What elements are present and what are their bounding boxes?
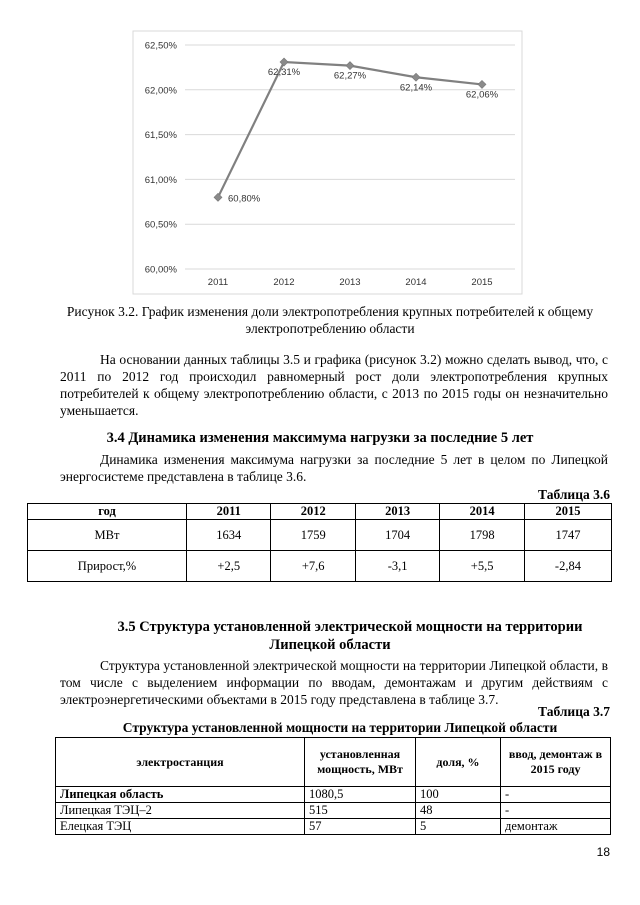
y-tick-label: 61,00% bbox=[144, 174, 177, 186]
chart-area-border bbox=[133, 31, 522, 294]
data-label: 62,14% bbox=[399, 82, 433, 94]
header-cell: ввод, демонтаж в 2015 году bbox=[501, 738, 611, 787]
section-3-5-heading-line1: 3.5 Структура установленной электрической мощности на территории bbox=[117, 619, 583, 635]
table-cell: 1634 bbox=[187, 520, 271, 551]
table-cell: - bbox=[501, 787, 611, 803]
data-label: 62,31% bbox=[267, 67, 301, 79]
header-cell: 2013 bbox=[355, 504, 439, 520]
header-cell: доля, % bbox=[416, 738, 501, 787]
section-3-4-heading: 3.4 Динамика изменения максимума нагрузки за последние 5 лет bbox=[106, 430, 534, 446]
header-cell: 2012 bbox=[271, 504, 355, 520]
data-labels bbox=[228, 67, 499, 204]
x-tick-label: 2014 bbox=[405, 277, 427, 288]
table-cell: 1704 bbox=[355, 520, 439, 551]
y-axis bbox=[145, 41, 178, 276]
table-3-7 bbox=[55, 737, 611, 835]
table-cell: +2,5 bbox=[187, 551, 271, 582]
page-number: 18 bbox=[596, 845, 610, 859]
section-3-4-paragraph: Динамика изменения максимума нагрузки за последние 5 лет в целом по Липецкой энергосистеме представлена в таблице 3.6. bbox=[60, 452, 608, 484]
table-row bbox=[28, 520, 612, 551]
x-tick-label: 2013 bbox=[339, 277, 361, 288]
table-row bbox=[56, 787, 611, 803]
table-cell: - bbox=[501, 803, 611, 819]
table-cell: 515 bbox=[305, 803, 416, 819]
header-cell: 2015 bbox=[524, 504, 611, 520]
section-3-5-heading-line2: Липецкой области bbox=[269, 637, 391, 653]
row-label: Липецкая область bbox=[56, 787, 305, 803]
data-point bbox=[280, 58, 288, 66]
table-cell: 100 bbox=[416, 787, 501, 803]
table-header-row bbox=[28, 504, 612, 520]
section-3-5-paragraph: Структура установленной электрической мощности на территории Липецкой области, в том числе с выделением информации по вводам, демонтажам и другим действиям с электроэнергетическими объектами в 2015 году представлена в таблице 3.7. bbox=[60, 658, 608, 707]
table-cell: демонтаж bbox=[501, 819, 611, 835]
x-tick-label: 2012 bbox=[273, 277, 295, 288]
data-point bbox=[214, 193, 222, 201]
table-cell: 1747 bbox=[524, 520, 611, 551]
x-axis bbox=[208, 277, 493, 288]
table-cell: 1759 bbox=[271, 520, 355, 551]
x-tick-label: 2011 bbox=[207, 277, 229, 288]
table-3-7-label: Таблица 3.7 bbox=[538, 704, 610, 719]
table-3-6-label: Таблица 3.6 bbox=[538, 487, 610, 502]
line-chart bbox=[0, 0, 640, 300]
row-label: МВт bbox=[28, 520, 187, 551]
table-header-row bbox=[56, 738, 611, 787]
row-label: Липецкая ТЭЦ–2 bbox=[56, 803, 305, 819]
table-cell: +5,5 bbox=[440, 551, 524, 582]
header-cell: 2011 bbox=[187, 504, 271, 520]
table-row bbox=[28, 551, 612, 582]
data-point bbox=[478, 80, 486, 88]
y-tick-label: 60,00% bbox=[144, 264, 177, 276]
data-label: 60,80% bbox=[228, 193, 261, 205]
table-cell: -3,1 bbox=[355, 551, 439, 582]
table-3-7-title: Структура установленной мощности на территории Липецкой области bbox=[122, 720, 558, 735]
data-label: 62,06% bbox=[465, 89, 499, 101]
table-cell: 1080,5 bbox=[305, 787, 416, 803]
y-tick-label: 61,50% bbox=[144, 130, 177, 142]
table-row bbox=[56, 803, 611, 819]
y-tick-label: 60,50% bbox=[144, 219, 177, 231]
table-cell: 57 bbox=[305, 819, 416, 835]
table-3-6 bbox=[27, 503, 612, 582]
data-label: 62,27% bbox=[333, 70, 367, 82]
data-point bbox=[412, 73, 420, 81]
row-label: Елецкая ТЭЦ bbox=[56, 819, 305, 835]
table-cell: -2,84 bbox=[524, 551, 611, 582]
paragraph-conclusion: На основании данных таблицы 3.5 и графика (рисунок 3.2) можно сделать вывод, что, с 2011 по 2012 год происходил равномерный рост доли электропотребления крупных потребителей к общему электропотреблению области, с 2013 по 2015 годы он незначительно уменьшается. bbox=[60, 352, 608, 418]
table-cell: 1798 bbox=[440, 520, 524, 551]
header-cell: 2014 bbox=[440, 504, 524, 520]
x-tick-label: 2015 bbox=[471, 277, 493, 288]
header-cell: установленная мощность, МВт bbox=[305, 738, 416, 787]
header-cell: год bbox=[28, 504, 187, 520]
table-cell: 5 bbox=[416, 819, 501, 835]
table-cell: +7,6 bbox=[271, 551, 355, 582]
table-cell: 48 bbox=[416, 803, 501, 819]
data-point bbox=[346, 62, 354, 70]
y-tick-label: 62,00% bbox=[144, 85, 177, 97]
row-label: Прирост,% bbox=[28, 551, 187, 582]
series-polyline bbox=[218, 62, 482, 197]
y-tick-label: 62,50% bbox=[144, 40, 177, 52]
figure-caption: Рисунок 3.2. График изменения доли электропотребления крупных потребителей к общему электропотреблению области bbox=[66, 304, 594, 336]
table-row bbox=[56, 819, 611, 835]
header-cell: электростанция bbox=[56, 738, 305, 787]
